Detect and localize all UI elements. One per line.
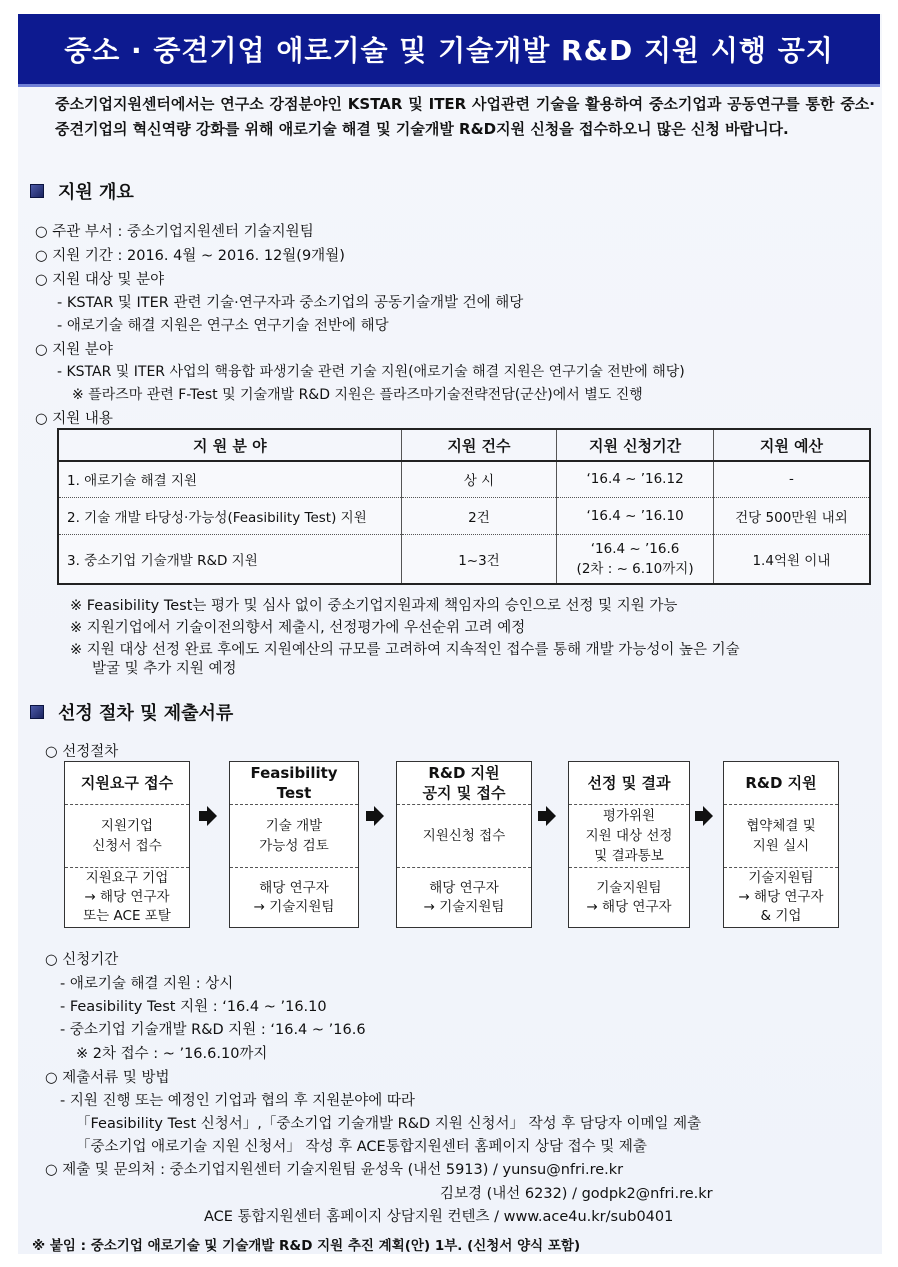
apply-period-label: ○ 신청기간 — [45, 952, 119, 968]
table-cell: - — [713, 461, 870, 497]
target-sub-1: - KSTAR 및 ITER 관련 기술·연구자과 중소기업의 공동기술개발 건에 해당 — [57, 295, 524, 311]
step-flow: 기술지원팀 → 해당 연구자 & 기업 — [738, 870, 824, 924]
step-flow: 지원요구 기업 → 해당 연구자 또는 ACE 포탈 — [83, 870, 171, 924]
table-header: 지원 신청기간 — [557, 429, 714, 461]
step-title: Feasibility Test — [230, 762, 358, 805]
page-title: 중소 · 중견기업 애로기술 및 기술개발 R&D 지원 시행 공지 — [18, 14, 880, 84]
target-sub-2: - 애로기술 해결 지원은 연구소 연구기술 전반에 해당 — [57, 318, 389, 334]
step-action: 지원기업 신청서 접수 — [65, 805, 189, 868]
table-note-1: ※ Feasibility Test는 평가 및 심사 없이 중소기업지원과제 책임자의 승인으로 선정 및 지원 가능 — [70, 598, 678, 614]
field-sub-1: - KSTAR 및 ITER 사업의 핵융합 파생기술 관련 기술 지원(애로기술 해결 지원은 연구기술 전반에 해당) — [57, 364, 685, 380]
table-cell: 3. 중소기업 기술개발 R&D 지원 — [58, 534, 401, 584]
intro-paragraph: 중소기업지원센터에서는 연구소 강점분야인 KSTAR 및 ITER 사업관련 기술을 활용하여 중소기업과 공동연구를 통한 중소·중견기업의 혁신역량 강화를 위해 애로기술 해결 및 기술개발 R&D지원 신청을 접수하오니 많은 신청 바랍니다. — [55, 95, 875, 138]
step-flow: 기술지원팀 → 해당 연구자 — [586, 879, 672, 915]
content-line: ○ 지원 내용 — [35, 411, 113, 427]
table-cell: 건당 500만원 내외 — [713, 497, 870, 534]
step-flow: 해당 연구자 → 기술지원팀 — [253, 879, 335, 915]
step-title: R&D 지원 공지 및 접수 — [397, 762, 531, 805]
table-cell: ‘16.4 ~ ’16.12 — [557, 461, 714, 497]
apply-period-1: - 애로기술 해결 지원 : 상시 — [60, 976, 234, 992]
arrow-right-icon — [366, 806, 384, 826]
dept-line: ○ 주관 부서 : 중소기업지원센터 기술지원팀 — [35, 224, 314, 240]
table-row — [58, 461, 870, 497]
step-flow: 해당 연구자 → 기술지원팀 — [423, 879, 505, 915]
table-row — [58, 497, 870, 534]
period-line: ○ 지원 기간 : 2016. 4월 ~ 2016. 12월(9개월) — [35, 248, 345, 264]
contact-line-2: 김보경 (내선 6232) / godpk2@nfri.re.kr — [440, 1186, 713, 1202]
table-header: 지 원 분 야 — [58, 429, 401, 461]
step-action: 평가위원 지원 대상 선정 및 결과통보 — [569, 805, 689, 868]
process-step-4 — [568, 761, 690, 928]
documents-line-3: 「중소기업 애로기술 지원 신청서」 작성 후 ACE통합지원센터 홈페이지 상담 접수 및 제출 — [76, 1139, 647, 1155]
table-header-row — [58, 429, 870, 461]
apply-period-2: - Feasibility Test 지원 : ‘16.4 ~ ’16.10 — [60, 999, 327, 1015]
table-cell: 상 시 — [401, 461, 557, 497]
arrow-right-icon — [695, 806, 713, 826]
step-title: R&D 지원 — [724, 762, 838, 805]
section-heading-text: 선정 절차 및 제출서류 — [58, 703, 234, 724]
table-row — [58, 534, 870, 584]
table-note-3: ※ 지원 대상 선정 완료 후에도 지원예산의 규모를 고려하여 지속적인 접수를 통해 개발 가능성이 높은 기술 — [70, 642, 740, 658]
process-label: ○ 선정절차 — [45, 744, 119, 760]
period-note: (2차 : ~ 6.10까지) — [576, 560, 694, 577]
apply-period-note: ※ 2차 접수 : ~ ’16.6.10까지 — [76, 1046, 268, 1062]
section-heading-overview — [30, 178, 134, 204]
step-title: 지원요구 접수 — [65, 762, 189, 805]
table-cell: ‘16.4 ~ ’16.10 — [557, 497, 714, 534]
table-cell: 1~3건 — [401, 534, 557, 584]
documents-line-1: - 지원 진행 또는 예정인 기업과 협의 후 지원분야에 따라 — [60, 1093, 415, 1109]
process-step-1 — [64, 761, 190, 928]
step-action: 협약체결 및 지원 실시 — [724, 805, 838, 868]
apply-period-3: - 중소기업 기술개발 R&D 지원 : ‘16.4 ~ ’16.6 — [60, 1022, 366, 1038]
table-cell-period — [557, 534, 714, 584]
contact-line-1: ○ 제출 및 문의처 : 중소기업지원센터 기술지원팀 윤성욱 (내선 5913) / yunsu@nfri.re.kr — [45, 1162, 624, 1178]
step-title: 선정 및 결과 — [569, 762, 689, 805]
table-cell: 1. 애로기술 해결 지원 — [58, 461, 401, 497]
section-heading-text: 지원 개요 — [58, 182, 134, 203]
bullet-square-icon — [30, 705, 44, 719]
table-header: 지원 건수 — [401, 429, 557, 461]
field-line: ○ 지원 분야 — [35, 342, 113, 358]
process-step-5 — [723, 761, 839, 928]
process-step-3 — [396, 761, 532, 928]
target-line: ○ 지원 대상 및 분야 — [35, 272, 165, 288]
documents-label: ○ 제출서류 및 방법 — [45, 1070, 170, 1086]
attachment-note: ※ 붙임 : 중소기업 애로기술 및 기술개발 R&D 지원 추진 계획(안) 1부. (신청서 양식 포함) — [32, 1238, 581, 1254]
table-cell: 2. 기술 개발 타당성·가능성(Feasibility Test) 지원 — [58, 497, 401, 534]
contact-line-3: ACE 통합지원센터 홈페이지 상담지원 컨텐츠 / www.ace4u.kr/sub0401 — [204, 1209, 674, 1225]
support-table — [57, 428, 871, 585]
table-header: 지원 예산 — [713, 429, 870, 461]
section-heading-selection — [30, 699, 233, 725]
period-main: ‘16.4 ~ ’16.6 — [590, 540, 680, 557]
bullet-square-icon — [30, 184, 44, 198]
arrow-right-icon — [538, 806, 556, 826]
process-step-2 — [229, 761, 359, 928]
documents-line-2: 「Feasibility Test 신청서」,「중소기업 기술개발 R&D 지원 신청서」 작성 후 담당자 이메일 제출 — [76, 1116, 702, 1132]
table-cell: 1.4억원 이내 — [713, 534, 870, 584]
table-note-3b: 발굴 및 추가 지원 예정 — [92, 661, 237, 677]
arrow-right-icon — [199, 806, 217, 826]
table-note-2: ※ 지원기업에서 기술이전의향서 제출시, 선정평가에 우선순위 고려 예정 — [70, 620, 526, 636]
step-action: 지원신청 접수 — [397, 805, 531, 868]
table-cell: 2건 — [401, 497, 557, 534]
step-action: 기술 개발 가능성 검토 — [230, 805, 358, 868]
field-note: ※ 플라즈마 관련 F-Test 및 기술개발 R&D 지원은 플라즈마기술전략전담(군산)에서 별도 진행 — [72, 387, 643, 403]
